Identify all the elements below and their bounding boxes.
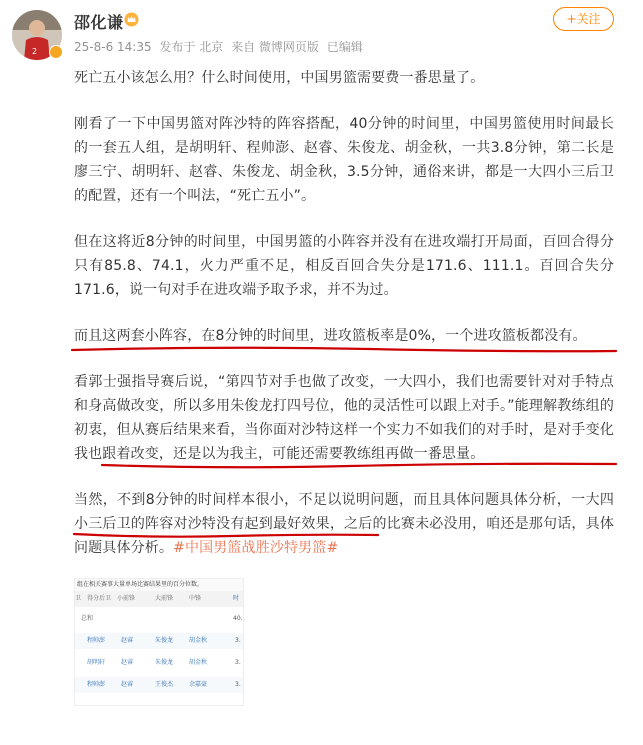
image-cell: 胡明轩	[87, 659, 106, 666]
image-table-row	[75, 655, 243, 671]
paragraph-6	[74, 488, 614, 560]
post-source: 来自 微博网页版	[231, 40, 319, 54]
image-table-header	[75, 591, 243, 607]
post-edited[interactable]: 已编辑	[326, 40, 363, 54]
image-cell: 赵睿	[121, 659, 134, 666]
image-cell: 王俊杰	[155, 681, 174, 688]
member-crown-icon	[124, 12, 139, 27]
paragraph-2: 刚看了一下中国男篮对阵沙特的阵容搭配，40分钟的时间里，中国男篮使用时间最长的一套五人组，是胡明轩、程帅澎、赵睿、朱俊龙、胡金秋，一共3.8分钟，第二长是廖三宁、胡明轩、赵睿、朱俊龙、胡金秋，3.5分钟，通俗来讲，都是一大四小三后卫的配置，还有一个叫法，“死亡五小”。	[74, 116, 614, 204]
image-table-row	[75, 677, 243, 693]
hashtag-link[interactable]: #中国男篮战胜沙特男篮#	[173, 540, 339, 556]
image-total-row	[75, 611, 243, 627]
verified-badge-icon	[49, 45, 63, 59]
paragraph-1: 死亡五小该怎么用？什么时间使用，中国男篮需要费一番思量了。	[74, 70, 485, 86]
image-header-3: 大前锋	[155, 595, 174, 602]
paragraph-4-text: 而且这两套小阵容，在8分钟的时间里，进攻篮板率是0%，一个进攻篮板都没有。	[74, 328, 587, 344]
image-cell: 程帅澎	[87, 681, 106, 688]
image-cell: 朱俊龙	[155, 659, 174, 666]
paragraph-4	[74, 324, 614, 348]
image-total-value: 40.	[233, 615, 243, 622]
image-total-label: 总和	[81, 615, 94, 622]
paragraph-5-text-b: 是对手变化我也跟着改变，还是以为我主，可能还需要教练组再做一番思量。	[74, 422, 614, 462]
paragraph-3: 但在这将近8分钟的时间里，中国男篮的小阵容并没有在进攻端打开局面，百回合得分只有85.8、74.1，火力严重不足，相反百回合失分是171.6、111.1。百回合失分171.6，说一句对手在进攻端予取予求，并不为过。	[74, 234, 614, 298]
image-header-2: 小前锋	[117, 595, 136, 602]
image-cell: 胡金秋	[189, 659, 208, 666]
image-cell: 朱俊龙	[155, 637, 174, 644]
image-cell: 胡金秋	[189, 637, 208, 644]
image-cell: 赵睿	[121, 681, 134, 688]
post-image-thumbnail[interactable]	[74, 578, 244, 706]
image-cell: 赵睿	[121, 637, 134, 644]
post-content	[74, 66, 614, 582]
image-cell: 余嘉豪	[189, 681, 208, 688]
image-cell: 3.	[235, 659, 241, 666]
post-date[interactable]: 25-8-6 14:35	[74, 40, 152, 54]
paragraph-5-text-a: 看郭士强指导赛后说，“第四节对手也做了改变，一大四小，我们也需要针对对手特点和身高做改变，所以多用朱俊龙打四号位，他的灵活性可以跟上对手。”能理解教练组的初衷，但从赛后结果来看，当你面对沙特这样一个实力不如我们的对手时，	[74, 374, 614, 438]
paragraph-6-text-c: ，之后的比赛未必没用，咱还是那句话，具体问题具体分析。	[74, 516, 615, 556]
image-header-0: 卫	[75, 595, 82, 602]
post-meta	[74, 38, 367, 55]
paragraph-6-text-b: 大四小三后卫的阵容对沙特没有起到最好效果	[74, 492, 614, 532]
follow-button[interactable]: +关注	[553, 7, 614, 31]
image-cell: 3.	[235, 637, 241, 644]
post-location: 发布于 北京	[159, 40, 224, 54]
paragraph-5	[74, 370, 614, 466]
image-header-5: 时	[233, 595, 240, 602]
svg-text:2: 2	[32, 47, 38, 56]
image-header-4: 中锋	[189, 595, 202, 602]
image-caption: 组在相关赛事大量单场比赛结果里的百分位数。	[75, 579, 243, 591]
image-table-row	[75, 633, 243, 649]
image-cell: 3.	[235, 681, 241, 688]
author-name[interactable]: 邵化谦	[74, 13, 124, 32]
image-header-1: 得分后卫	[87, 595, 112, 602]
paragraph-6-text-a: 当然，不到8分钟的时间样本很小，不足以说明问题，而且具体问题具体分析，一	[74, 492, 586, 508]
image-cell: 程帅澎	[87, 637, 106, 644]
